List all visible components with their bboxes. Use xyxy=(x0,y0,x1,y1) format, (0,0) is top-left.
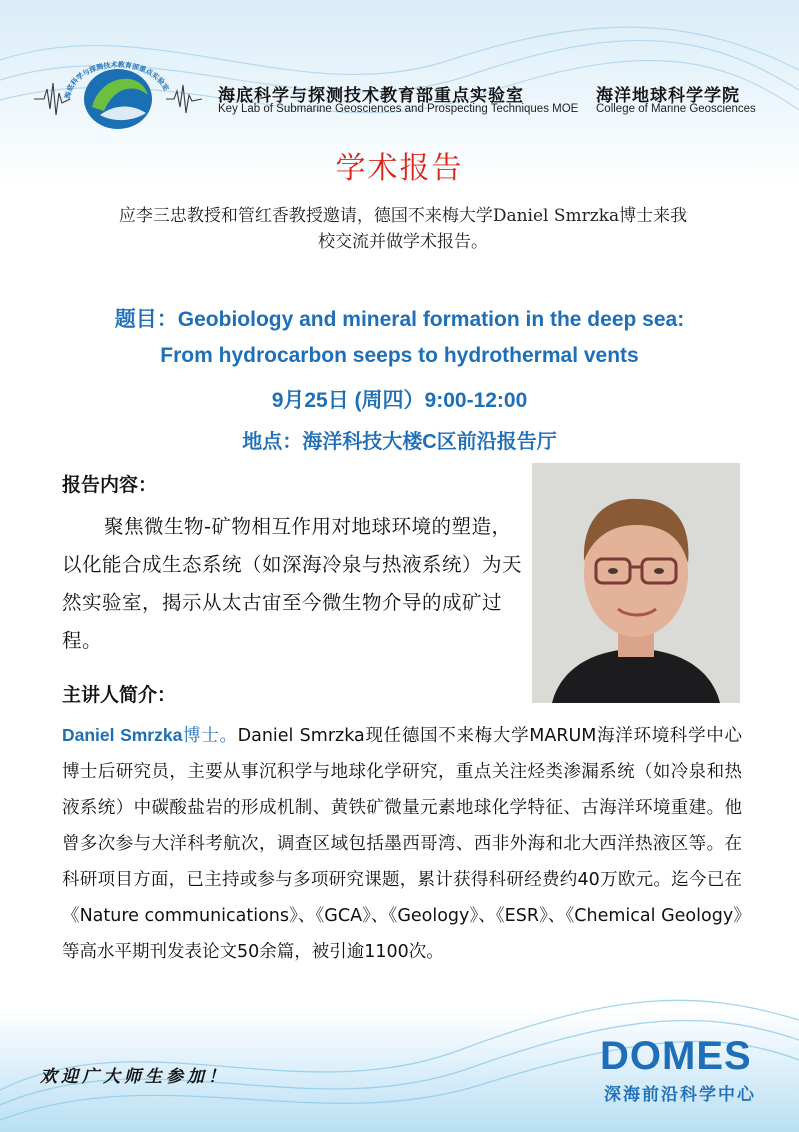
bio-text: Daniel Smrzka现任德国不来梅大学MARUM海洋环境科学中心博士后研究员，主要从事沉积学与地球化学研究，重点关注烃类渗漏系统（如冷泉和热液系统）中碳酸盐岩的形成机制、黄铁矿微量元素地球化学特征、古海洋环境重建。他曾多次参与大洋科考航次，调查区域包括墨西哥湾、西非外海和北大西洋热液区等。在科研项目方面，已主持或参与多项研究课题，累计获得科研经费约40万欧元。迄今已在《Nature communications》、《GCA》、《Geology》、《ESR》、《Chemical Geology》等高水平期刊发表论文50余篇，被引逾1100次。 xyxy=(62,726,742,962)
lab-name-cn: 海底科学与探测技术教育部重点实验室 xyxy=(218,86,524,106)
domes-logo xyxy=(600,1034,770,1105)
header xyxy=(30,55,770,135)
domes-center-name: 深海前沿科学中心 xyxy=(604,1085,756,1105)
topic-line-2: From hydrocarbon seeps to hydrothermal vents xyxy=(160,344,639,367)
domes-wordmark: DOMES xyxy=(600,1034,752,1078)
speaker-title: 博士。 xyxy=(182,726,238,746)
location: 地点：海洋科技大楼C区前沿报告厅 xyxy=(242,431,557,453)
welcome-text: 欢迎广大师生参加！ xyxy=(40,1067,229,1087)
speaker-bio xyxy=(62,717,742,970)
college-name-cn: 海洋地球科学学院 xyxy=(596,86,740,106)
lab-logo xyxy=(30,55,220,135)
invitation-text: 应李三忠教授和管红香教授邀请，德国不来梅大学Daniel Smrzka博士来我校交流并做学术报告。 xyxy=(118,206,688,252)
svg-text:海底科学与探测技术教育部重点实验室: 海底科学与探测技术教育部重点实验室 xyxy=(63,60,171,100)
content-text: 聚焦微生物-矿物相互作用对地球环境的塑造，以化能合成生态系统（如深海冷泉与热液系统）为天然实验室，揭示从太古宙至今微生物介导的成矿过程。 xyxy=(62,515,523,652)
page-title: 学术报告 xyxy=(335,151,464,186)
speaker-portrait xyxy=(532,463,740,703)
topic-line-1: 题目：Geobiology and mineral formation in the deep sea: xyxy=(114,308,685,331)
speaker-name: Daniel Smrzka xyxy=(62,725,183,745)
speaker-photo xyxy=(532,463,740,703)
college-name-en: College of Marine Geosciences xyxy=(596,103,756,115)
lab-name-en: Key Lab of Submarine Geosciences and Prospecting Techniques MOE xyxy=(218,103,579,115)
datetime: 9月25日 (周四）9:00-12:00 xyxy=(271,389,528,412)
speaker-heading: 主讲人简介： xyxy=(62,684,177,706)
content-heading: 报告内容： xyxy=(62,474,158,496)
